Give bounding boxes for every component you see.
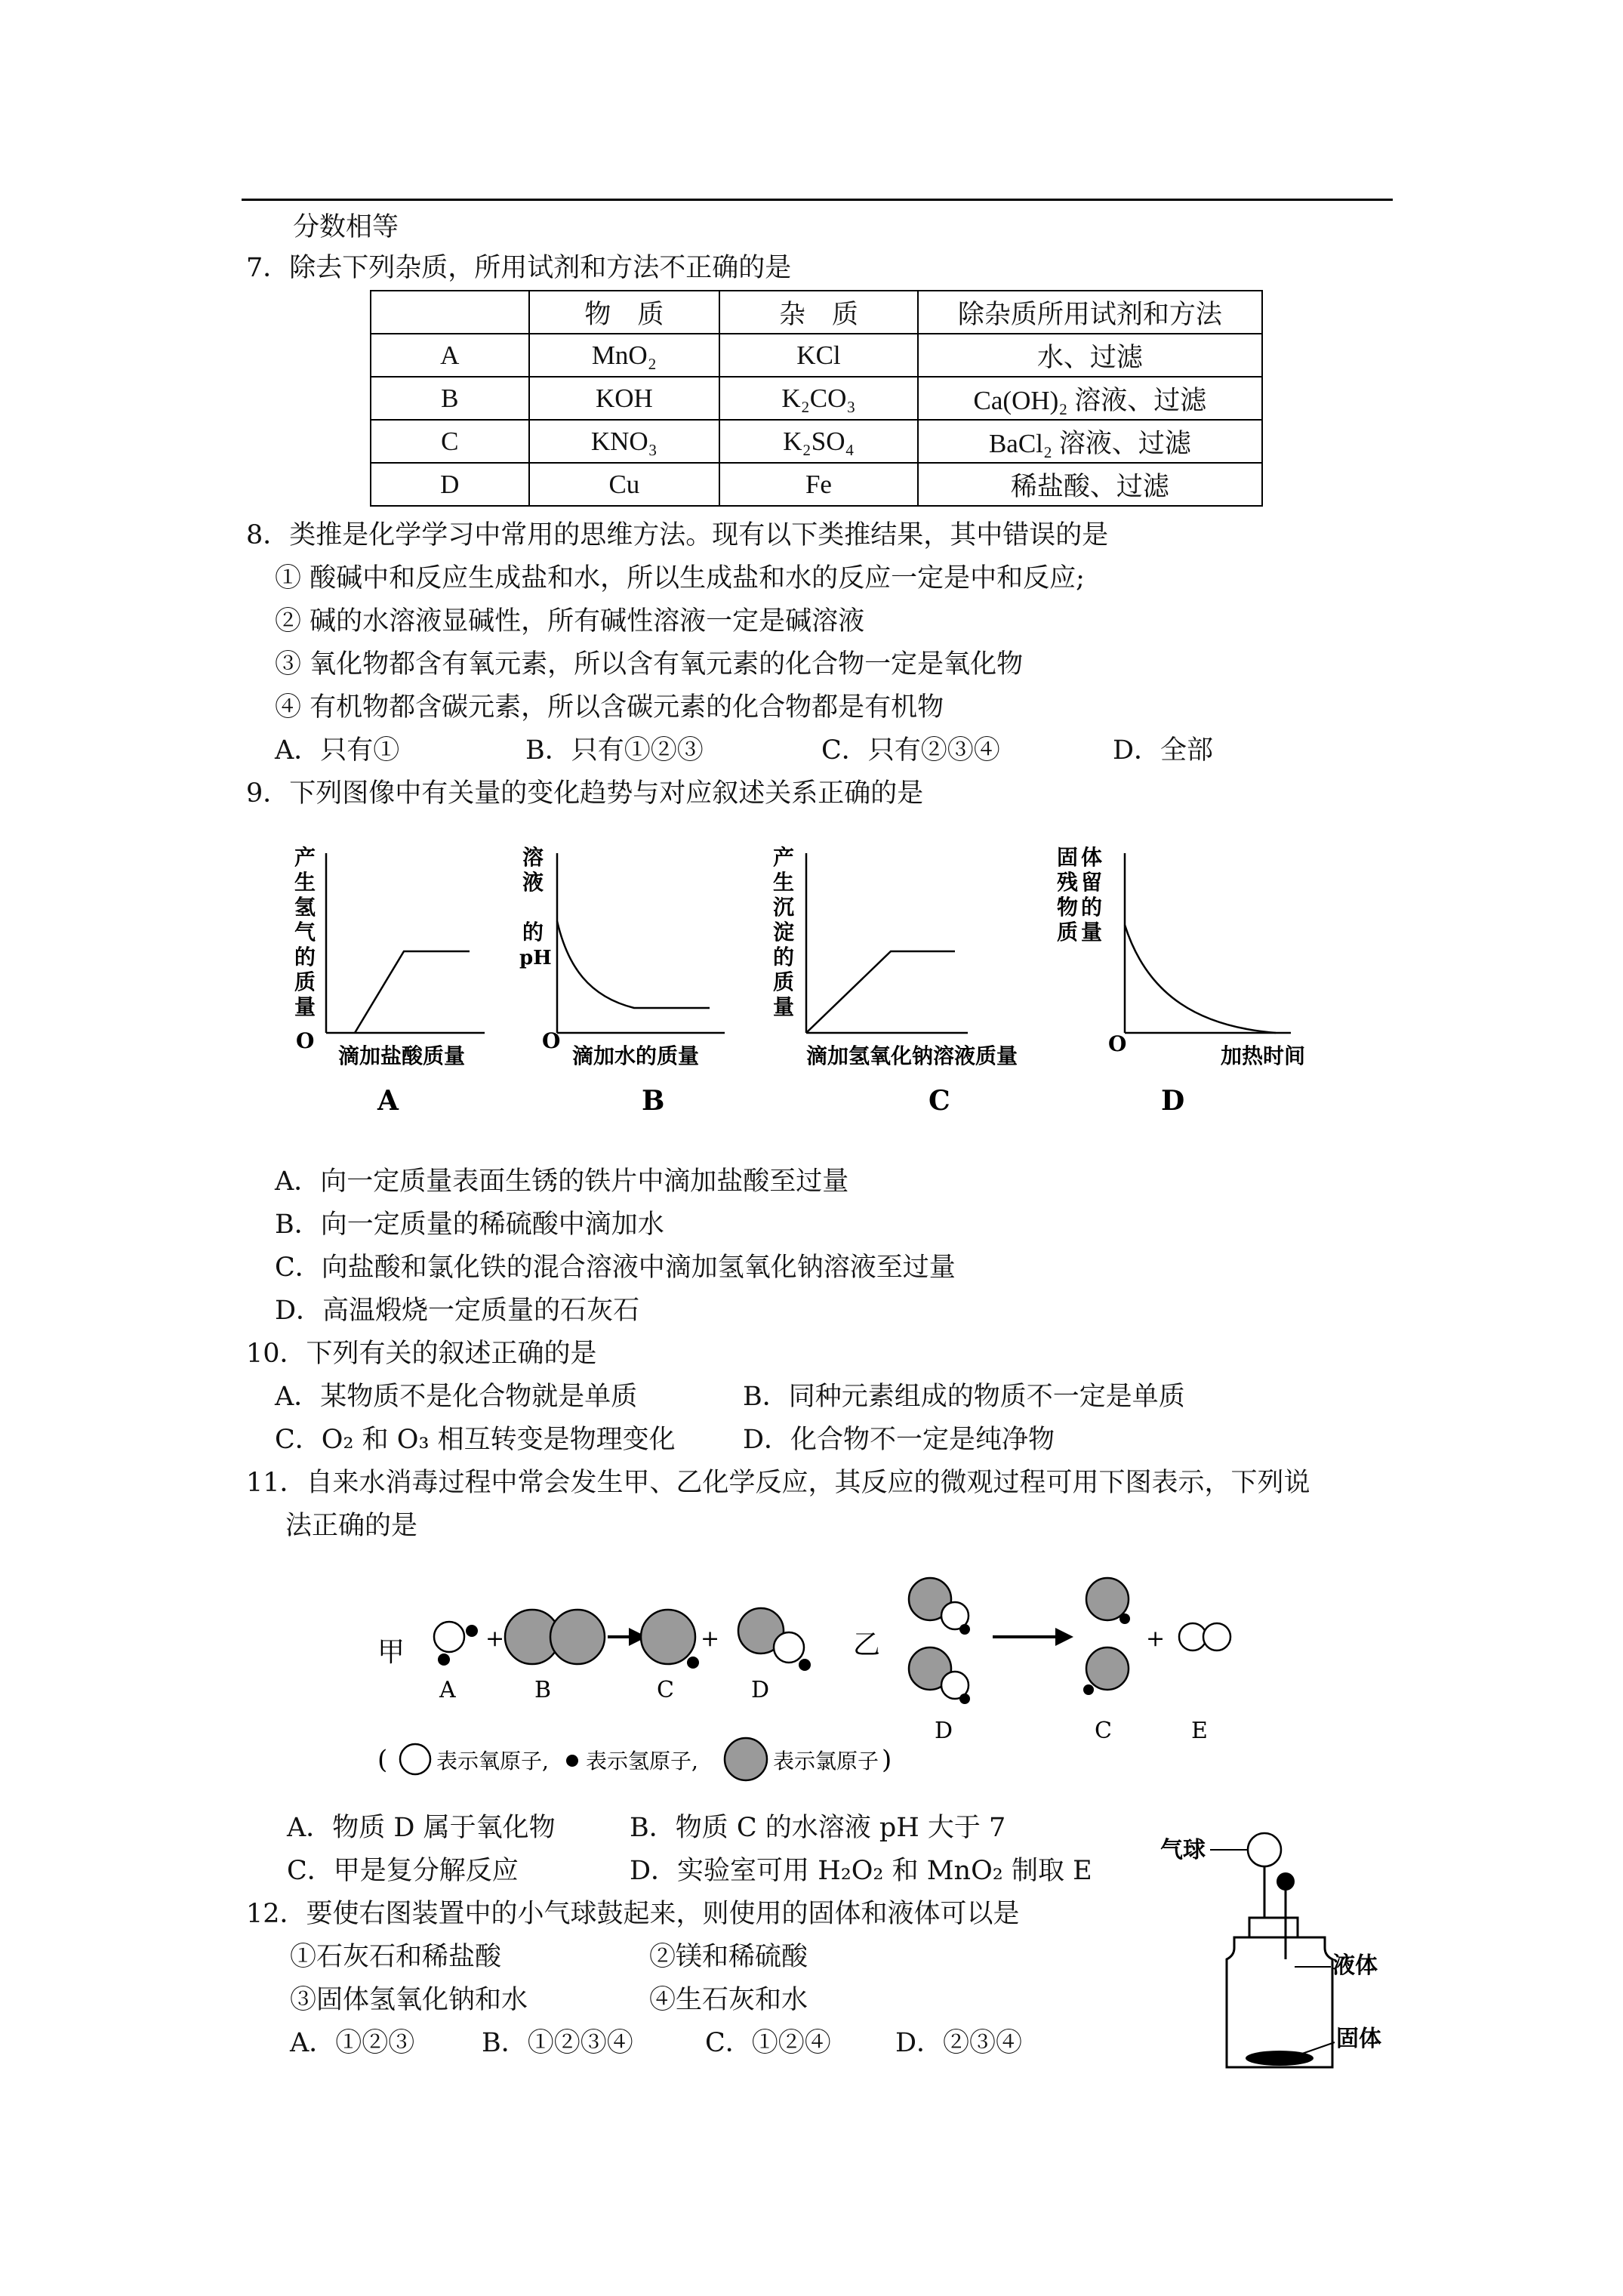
- chlorine-atom-icon: [1086, 1647, 1129, 1690]
- chlorine-atom-icon: [725, 1738, 767, 1780]
- q8-option-b: B．只有①②③: [525, 735, 704, 766]
- oxygen-atom-icon: [1179, 1623, 1206, 1650]
- legend-open-paren: (: [377, 1745, 388, 1775]
- hydrogen-atom-icon: [566, 1755, 578, 1767]
- molecule-e: [1179, 1623, 1230, 1650]
- label-d2: D: [935, 1718, 953, 1744]
- table-cell: A: [371, 334, 529, 377]
- table-cell: B: [371, 377, 529, 420]
- chart-b: [519, 846, 725, 1117]
- origin-label: O: [296, 1028, 315, 1053]
- ylabel-char: 气: [294, 920, 316, 945]
- table-cell: 水、过滤: [918, 334, 1262, 377]
- liquid-label: 液体: [1332, 1952, 1378, 1979]
- q9-option-d: D．高温煅烧一定质量的石灰石: [275, 1296, 640, 1326]
- ylabel-char: 的: [294, 945, 316, 969]
- q8-item: ④ 有机物都含碳元素，所以含碳元素的化合物都是有机物: [275, 692, 944, 723]
- table-header: 除杂质所用试剂和方法: [918, 291, 1262, 334]
- table-header: [371, 291, 529, 334]
- plus-sign: +: [485, 1626, 505, 1652]
- series-line: [806, 951, 955, 1033]
- chlorine-atom-icon: [1086, 1578, 1129, 1620]
- ylabel-char: 生: [773, 870, 795, 895]
- q11-option-a: A．物质 D 属于氧化物: [287, 1813, 556, 1843]
- ylabel-char: 量: [773, 994, 795, 1019]
- q8-stem: 8．类推是化学学习中常用的思维方法。现有以下类推结果，其中错误的是: [246, 520, 1109, 550]
- q12-stem: 12．要使右图装置中的小气球鼓起来，则使用的固体和液体可以是: [246, 1899, 1020, 1929]
- table-cell: KNO₃: [529, 420, 720, 463]
- table-row: [371, 334, 1262, 377]
- table-row: [371, 463, 1262, 506]
- chart-d: [1057, 846, 1305, 1117]
- label-jia: 甲: [377, 1637, 405, 1668]
- ylabel-char: 体: [1081, 846, 1103, 870]
- q8-item: ② 碱的水溶液显碱性，所有碱性溶液一定是碱溶液: [275, 606, 865, 636]
- ylabel-char: 氢: [294, 895, 316, 920]
- series-line: [1125, 925, 1276, 1033]
- balloon-label: 气球: [1160, 1837, 1206, 1863]
- table-cell: D: [371, 463, 529, 506]
- label-b: B: [534, 1677, 552, 1703]
- label-yi: 乙: [853, 1629, 881, 1660]
- q10-stem: 10．下列有关的叙述正确的是: [246, 1339, 597, 1369]
- q8-item: ③ 氧化物都含有氧元素，所以含有氧元素的化合物一定是氧化物: [275, 649, 1024, 680]
- q7-table: [370, 290, 1263, 507]
- q8-option-c: C．只有②③④: [821, 735, 1000, 766]
- chart-letter: C: [929, 1085, 950, 1117]
- oxygen-atom-icon: [434, 1622, 464, 1652]
- ylabel-char: 质: [773, 969, 795, 994]
- ylabel-char: 量: [294, 994, 316, 1019]
- ylabel-char: 量: [1081, 920, 1103, 945]
- table-cell: Fe: [719, 463, 918, 506]
- chart-letter: B: [642, 1085, 665, 1117]
- ylabel-char: 质: [294, 969, 316, 994]
- chart-a: [294, 846, 485, 1117]
- q11-option-b: B．物质 C 的水溶液 pH 大于 7: [630, 1813, 1006, 1843]
- table-header: 杂 质: [719, 291, 918, 334]
- molecule-a: [434, 1622, 478, 1666]
- atom-legend: [377, 1738, 892, 1780]
- continued-text: 分数相等: [293, 212, 399, 242]
- q12-pair: ②镁和稀硫酸: [649, 1942, 808, 1972]
- q8-option-a: A．只有①: [275, 735, 400, 766]
- xlabel: 加热时间: [1221, 1043, 1306, 1068]
- q10-option-c: C．O₂ 和 O₃ 相互转变是物理变化: [275, 1425, 676, 1455]
- molecule-d-pair: [909, 1578, 970, 1704]
- label-e: E: [1191, 1718, 1208, 1744]
- xlabel: 滴加水的质量: [572, 1043, 700, 1068]
- origin-label: O: [1108, 1031, 1127, 1056]
- q8-option-d: D．全部: [1113, 735, 1214, 766]
- chlorine-atom-icon: [550, 1610, 605, 1664]
- q11-stem-2: 法正确的是: [285, 1511, 418, 1541]
- balloon-icon: [1248, 1833, 1281, 1866]
- q12-pair: ①石灰石和稀盐酸: [290, 1942, 502, 1972]
- label-c: C: [657, 1677, 674, 1703]
- q12-pair: ③固体氢氧化钠和水: [290, 1985, 528, 2015]
- table-cell: 稀盐酸、过滤: [918, 463, 1262, 506]
- table-header-row: [371, 291, 1262, 334]
- table-cell: Cu: [529, 463, 720, 506]
- legend-chlorine: 表示氯原子: [773, 1749, 879, 1774]
- ylabel-char: 残: [1057, 870, 1079, 895]
- chlorine-atom-icon: [641, 1610, 695, 1664]
- legend-close-paren: ): [882, 1745, 892, 1775]
- hydrogen-atom-icon: [959, 1693, 970, 1704]
- solid-label: 固体: [1336, 2026, 1381, 2052]
- ylabel-char: 质: [1057, 920, 1079, 945]
- q10-option-b: B．同种元素组成的物质不一定是单质: [743, 1382, 1185, 1412]
- q12-pair: ④生石灰和水: [649, 1985, 808, 2015]
- ylabel-char: 留: [1081, 870, 1103, 895]
- chart-letter: D: [1161, 1085, 1185, 1117]
- ylabel-char: 生: [294, 870, 316, 895]
- hydrogen-atom-icon: [799, 1659, 811, 1671]
- series-line: [355, 951, 470, 1033]
- ylabel-char: 淀: [773, 920, 795, 945]
- ylabel-char: 液: [522, 870, 544, 895]
- table-cell: K₂CO₃: [719, 377, 918, 420]
- q9-charts: [272, 846, 1359, 1117]
- q11-option-c: C．甲是复分解反应: [287, 1856, 519, 1886]
- xlabel: 滴加氢氧化钠溶液质量: [806, 1043, 1018, 1068]
- q7-stem: 7．除去下列杂质，所用试剂和方法不正确的是: [246, 253, 792, 283]
- ylabel-char: 固: [1057, 846, 1079, 870]
- stopper: [1249, 1918, 1298, 1937]
- origin-label: O: [542, 1028, 561, 1053]
- hydrogen-atom-icon: [466, 1625, 478, 1637]
- q10-option-a: A．某物质不是化合物就是单质: [275, 1382, 638, 1412]
- molecule-d: [738, 1608, 811, 1671]
- series-line: [557, 921, 710, 1008]
- q9-option-a: A．向一定质量表面生锈的铁片中滴加盐酸至过量: [275, 1166, 849, 1197]
- hydrogen-atom-icon: [1083, 1684, 1094, 1695]
- q11-stem-1: 11．自来水消毒过程中常会发生甲、乙化学反应，其反应的微观过程可用下图表示，下列说: [246, 1468, 1310, 1498]
- oxygen-atom-icon: [400, 1744, 430, 1774]
- ylabel-char: 产: [773, 846, 795, 870]
- q12-option-c: C．①②④: [705, 2028, 831, 2058]
- leader-line: [1302, 2042, 1335, 2054]
- hydrogen-atom-icon: [959, 1624, 970, 1635]
- molecule-b: [505, 1610, 605, 1664]
- table-cell: Ca(OH)₂ 溶液、过滤: [918, 377, 1262, 420]
- chart-letter: A: [377, 1085, 399, 1117]
- q9-stem: 9．下列图像中有关量的变化趋势与对应叙述关系正确的是: [246, 778, 924, 809]
- oxygen-atom-icon: [774, 1632, 804, 1663]
- oxygen-atom-icon: [1203, 1623, 1230, 1650]
- solid-pile-icon: [1246, 2051, 1313, 2066]
- legend-hydrogen: 表示氢原子,: [586, 1749, 698, 1774]
- ylabel-char: 的: [1081, 895, 1103, 920]
- hydrogen-atom-icon: [438, 1653, 450, 1666]
- chart-c: [773, 846, 1018, 1117]
- q12-option-d: D．②③④: [895, 2028, 1023, 2058]
- ylabel-char: 产: [294, 846, 316, 870]
- q10-option-d: D．化合物不一定是纯净物: [743, 1425, 1055, 1455]
- ylabel-char: 物: [1057, 895, 1079, 920]
- plus-sign: +: [1146, 1626, 1166, 1652]
- table-row: [371, 420, 1262, 463]
- ylabel-char: 沉: [773, 895, 795, 920]
- table-cell: KOH: [529, 377, 720, 420]
- table-cell: KCl: [719, 334, 918, 377]
- q12-option-b: B．①②③④: [482, 2028, 633, 2058]
- label-d: D: [751, 1677, 770, 1703]
- ylabel-char: 溶: [522, 846, 544, 870]
- molecule-c-pair: [1083, 1578, 1130, 1695]
- q12-apparatus: [1151, 1827, 1393, 2069]
- q9-option-b: B．向一定质量的稀硫酸中滴加水: [275, 1210, 664, 1240]
- table-cell: BaCl₂ 溶液、过滤: [918, 420, 1262, 463]
- header-rule: [242, 199, 1393, 201]
- table-cell: K₂SO₄: [719, 420, 918, 463]
- label-a: A: [439, 1677, 456, 1703]
- ylabel-ph: pH: [519, 947, 552, 969]
- ylabel-char: 的: [773, 945, 795, 969]
- flask-icon: [1227, 1937, 1332, 2067]
- label-c2: C: [1095, 1718, 1112, 1744]
- table-cell: C: [371, 420, 529, 463]
- table-header: 物 质: [529, 291, 720, 334]
- xlabel: 滴加盐酸质量: [338, 1043, 466, 1068]
- hydrogen-atom-icon: [687, 1657, 699, 1669]
- molecule-c: [641, 1610, 699, 1669]
- plus-sign: +: [701, 1626, 720, 1652]
- q11-option-d: D．实验室可用 H₂O₂ 和 MnO₂ 制取 E: [630, 1856, 1092, 1886]
- table-row: [371, 377, 1262, 420]
- q8-item: ① 酸碱中和反应生成盐和水，所以生成盐和水的反应一定是中和反应;: [275, 563, 1085, 593]
- q11-diagram: [377, 1563, 1283, 1789]
- q12-option-a: A．①②③: [290, 2028, 415, 2058]
- hydrogen-atom-icon: [1119, 1613, 1130, 1624]
- table-cell: MnO₂: [529, 334, 720, 377]
- q9-option-c: C．向盐酸和氯化铁的混合溶液中滴加氢氧化钠溶液至过量: [275, 1253, 956, 1283]
- legend-oxygen: 表示氧原子,: [436, 1749, 549, 1774]
- ylabel-char: 的: [522, 920, 544, 945]
- dropper-bulb-icon: [1277, 1872, 1295, 1891]
